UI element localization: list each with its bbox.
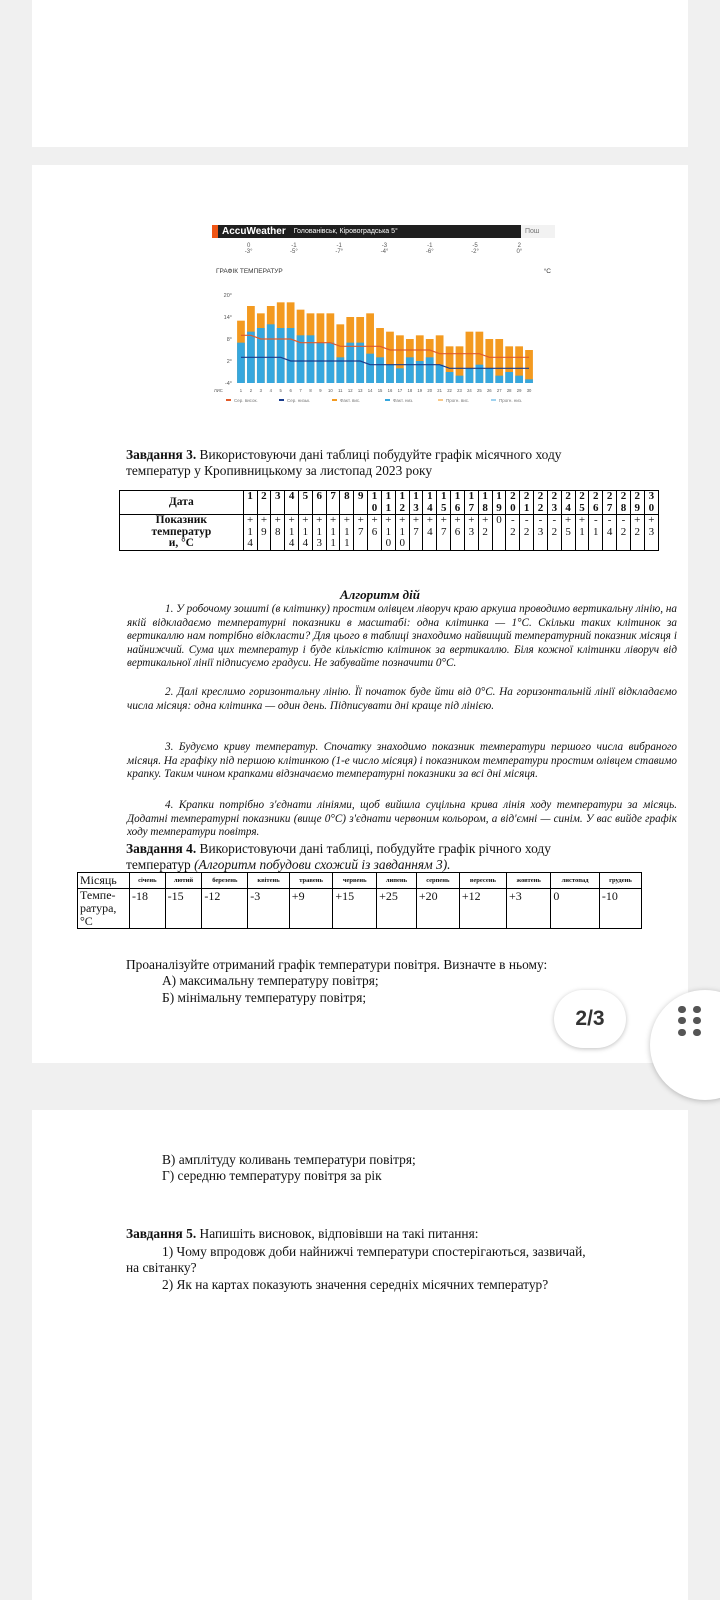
analyze-prompt: Проаналізуйте отриманий графік температури повітря. Визначте в ньому: xyxy=(126,957,548,972)
date-cell: 2 7 xyxy=(603,491,617,515)
question-c: В) амплітуду коливань температури повітря; xyxy=(162,1152,416,1167)
grid-dots-icon xyxy=(678,1006,702,1036)
x-tick-label: 27 xyxy=(496,388,502,393)
x-tick-label: 9 xyxy=(319,388,322,393)
date-cell: 2 9 xyxy=(630,491,644,515)
annual-temperature-cell: +25 xyxy=(377,889,417,929)
date-cell: 9 xyxy=(354,491,368,515)
task4-title-line2: температур (Алгоритм побудови схожий із завданням 3). xyxy=(126,857,451,872)
annual-temperature-cell: -3 xyxy=(248,889,290,929)
low-bar xyxy=(396,368,404,383)
daily-temp: -3 -4° xyxy=(380,243,389,255)
date-cell: 8 xyxy=(340,491,354,515)
temperature-cell: + 6 xyxy=(451,515,465,551)
temperature-cell: + 5 xyxy=(561,515,575,551)
temperature-cell: - 1 xyxy=(589,515,603,551)
month-cell: квітень xyxy=(248,873,290,889)
x-tick-label: 6 xyxy=(289,388,292,393)
month-row xyxy=(78,873,642,889)
y-tick-label: 2° xyxy=(226,359,232,365)
algorithm-step-3: 3. Будуємо криву температур. Спочатку знаходимо показник температури першого числа вибраного місяця. На графіку під першою клітинкою (1-е число місяця) і показником температури простим олівцем ставимо крапку. Таким чином крапками відзначаємо температурні показники за всі дні місяця. xyxy=(127,741,678,780)
x-tick-label: 18 xyxy=(407,388,413,393)
temperature-cell: + 3 xyxy=(644,515,658,551)
temperature-cell: + 9 xyxy=(257,515,271,551)
low-bar xyxy=(446,372,454,383)
annual-temperature-cell: -18 xyxy=(130,889,166,929)
temperature-cell: + 8 xyxy=(271,515,285,551)
temperature-row xyxy=(120,515,659,551)
legend-label: Факт. низ. xyxy=(393,398,414,403)
date-cell: 1 1 xyxy=(381,491,395,515)
question-b: Б) мінімальну температуру повітря; xyxy=(162,990,367,1005)
task5-title: Завдання 5. Напишіть висновок, відповівши на такі питання: xyxy=(126,1226,479,1241)
x-tick-label: 10 xyxy=(328,388,333,393)
x-tick-label: 20 xyxy=(427,388,433,393)
temperature-cell: + 1 0 xyxy=(381,515,395,551)
temperature-chart xyxy=(212,275,555,433)
date-cell: 1 9 xyxy=(492,491,506,515)
annual-temperature-cell: +12 xyxy=(459,889,506,929)
annual-temperature-table xyxy=(77,872,642,929)
x-tick-label: 3 xyxy=(259,388,263,393)
month-cell: вересень xyxy=(459,873,506,889)
legend-label: Факт. вис. xyxy=(340,398,361,403)
x-tick-label: 23 xyxy=(457,388,462,393)
low-bar xyxy=(495,376,503,383)
legend-swatch xyxy=(438,399,443,401)
legend-swatch xyxy=(279,399,284,401)
date-cell: 1 2 xyxy=(395,491,409,515)
legend-swatch xyxy=(226,399,231,401)
chart-unit: °C xyxy=(543,268,551,275)
temperature-cell: + 1 4 xyxy=(243,515,257,551)
date-cell: 1 5 xyxy=(437,491,451,515)
temperature-cell: - 2 xyxy=(520,515,534,551)
date-cell: 1 7 xyxy=(464,491,478,515)
question-a: А) максимальну температуру повітря; xyxy=(162,973,379,988)
algorithm-step-1: 1. У робочому зошиті (в клітинку) простим олівцем ліворуч краю аркуша проводимо вертикальну лінію, на якій відкладаємо температурні показники в масштабі: одна клітинка — 1°С. Скільки таких клітинок за вертикаллю нам потрібно відкласти? Для цього в таблиці знаходимо найвищий температурний показник місяця і найнижчий. Сума цих температур і буде кількістю клітинок за вертикаллю. Біля кожної клітинки ліворуч від вертикальної лінії підписуємо градуси. Не забувайте позначити 0°С. xyxy=(127,603,678,669)
month-cell: жовтень xyxy=(506,873,550,889)
y-tick-label: 20° xyxy=(223,293,232,299)
annual-temperature-row xyxy=(78,889,642,929)
temperature-cell: - 2 xyxy=(506,515,520,551)
annual-temperature-header: Темпе- ратура, °С xyxy=(78,889,130,929)
x-tick-label: 15 xyxy=(377,388,383,393)
low-bar xyxy=(326,343,334,383)
x-tick-label: 1 xyxy=(239,388,243,393)
document-page-2 xyxy=(32,165,688,1063)
y-tick-label: 14° xyxy=(223,315,232,321)
temperature-cell: + 4 xyxy=(423,515,437,551)
x-tick-label: 26 xyxy=(486,388,492,393)
annual-temperature-cell: +3 xyxy=(506,889,550,929)
x-tick-label: 17 xyxy=(397,388,403,393)
document-page-3 xyxy=(32,1110,688,1600)
date-cell: 7 xyxy=(326,491,340,515)
x-tick-label: 19 xyxy=(417,388,423,393)
task5-question-1b: на світанку? xyxy=(126,1260,197,1275)
date-cell: 3 0 xyxy=(644,491,658,515)
date-cell: 2 6 xyxy=(589,491,603,515)
accuweather-screenshot xyxy=(212,225,555,433)
date-header: Дата xyxy=(120,491,244,515)
date-cell: 2 xyxy=(257,491,271,515)
algorithm-step-2: 2. Далі креслимо горизонтальну лінію. Її початок буде йти від 0°С. На горизонтальній лінії відкладаємо числа місяця: одна клітинка — один день. Підписувати дні краще під лінією. xyxy=(127,686,677,712)
low-bar xyxy=(237,343,245,383)
x-tick-label: 13 xyxy=(357,388,363,393)
temperature-cell: - 2 xyxy=(617,515,631,551)
x-tick-label: 21 xyxy=(437,388,442,393)
temperature-cell: + 7 xyxy=(354,515,368,551)
date-cell: 1 4 xyxy=(423,491,437,515)
temperature-cell: + 7 xyxy=(409,515,423,551)
low-bar xyxy=(257,328,265,383)
temperature-cell: + 1 4 xyxy=(285,515,299,551)
legend-swatch xyxy=(385,399,390,401)
daily-temp: -1 -6° xyxy=(425,243,434,255)
x-tick-label: 11 xyxy=(338,388,343,393)
x-tick-label: 25 xyxy=(477,388,482,393)
temperature-cell: + 3 xyxy=(464,515,478,551)
temperature-cell: + 7 xyxy=(437,515,451,551)
legend-swatch xyxy=(491,399,496,401)
x-tick-label: 8 xyxy=(309,388,312,393)
date-cell: 2 0 xyxy=(506,491,520,515)
x-tick-label: 22 xyxy=(447,388,452,393)
document-page-1 xyxy=(32,0,688,147)
legend-label: Прогн. вис. xyxy=(446,398,470,403)
date-cell: 2 4 xyxy=(561,491,575,515)
page-indicator: 2/3 xyxy=(554,990,626,1048)
low-bar xyxy=(436,365,444,383)
low-bar xyxy=(287,328,295,383)
date-cell: 2 1 xyxy=(520,491,534,515)
annual-temperature-cell: -12 xyxy=(202,889,248,929)
low-bar xyxy=(525,379,533,383)
date-cell: 1 3 xyxy=(409,491,423,515)
task3-title-line2: температур у Кропивницькому за листопад 2023 року xyxy=(126,463,433,478)
month-cell: листопад xyxy=(551,873,599,889)
temperature-cell: + 1 4 xyxy=(299,515,313,551)
accuweather-daily-temps xyxy=(212,238,555,260)
accuweather-chart-header xyxy=(212,268,555,275)
date-cell: 1 6 xyxy=(451,491,465,515)
task5-question-2: 2) Як на картах показують значення середніх місячних температур? xyxy=(162,1277,549,1292)
x-tick-label: 30 xyxy=(526,388,532,393)
task3-title-line1: Завдання 3. Використовуючи дані таблиці побудуйте графік місячного ходу xyxy=(126,447,562,462)
month-header: Місяць xyxy=(78,873,130,889)
date-cell: 6 xyxy=(312,491,326,515)
low-bar xyxy=(346,343,354,383)
temperature-cell: 0 xyxy=(492,515,506,551)
legend-label: Сер. висок. xyxy=(234,398,258,403)
date-cell: 5 xyxy=(299,491,313,515)
daily-temp: -1 -5° xyxy=(290,243,298,255)
question-d: Г) середню температуру повітря за рік xyxy=(162,1168,382,1183)
low-bar xyxy=(406,357,414,383)
temperature-cell: + 2 xyxy=(478,515,492,551)
accuweather-logo-icon xyxy=(212,225,218,238)
chart-title: ГРАФІК ТЕМПЕРАТУР xyxy=(216,268,283,275)
x-tick-label: 16 xyxy=(387,388,393,393)
x-tick-label: 14 xyxy=(367,388,373,393)
x-tick-label: 5 xyxy=(279,388,282,393)
temperature-header: Показник температур и, °С xyxy=(120,515,244,551)
legend-swatch xyxy=(332,399,337,401)
y-tick-label: -4° xyxy=(224,381,232,387)
daily-temp: -1 -7° xyxy=(335,243,344,255)
date-row xyxy=(120,491,659,515)
y-tick-label: 8° xyxy=(226,337,232,343)
temperature-cell: + 1 0 xyxy=(395,515,409,551)
legend-label: Сер. низьк. xyxy=(287,398,311,403)
x-tick-label: 4 xyxy=(269,388,272,393)
daily-temp: -5 -2° xyxy=(471,243,479,255)
low-bar xyxy=(317,343,325,383)
month-cell: червень xyxy=(333,873,377,889)
annual-temperature-cell: 0 xyxy=(551,889,599,929)
month-cell: лютий xyxy=(165,873,202,889)
date-cell: 1 0 xyxy=(368,491,382,515)
x-tick-label: 12 xyxy=(347,388,353,393)
x-tick-label: 7 xyxy=(299,388,302,393)
annual-temperature-cell: -10 xyxy=(599,889,641,929)
date-cell: 2 3 xyxy=(547,491,561,515)
daily-temp: 0 -3° xyxy=(244,243,253,255)
x-month-label: ЛИС xyxy=(214,388,223,393)
x-tick-label: 24 xyxy=(467,388,472,393)
date-cell: 2 2 xyxy=(534,491,548,515)
low-bar xyxy=(386,365,394,383)
low-bar xyxy=(475,365,483,383)
low-bar xyxy=(456,376,464,383)
month-cell: липень xyxy=(377,873,417,889)
accuweather-search: Пош xyxy=(521,225,555,238)
low-bar xyxy=(277,328,285,383)
accuweather-brand: AccuWeather xyxy=(222,226,286,237)
date-cell: 3 xyxy=(271,491,285,515)
accuweather-header xyxy=(212,225,555,238)
low-bar xyxy=(356,343,364,383)
daily-temp: 2 0° xyxy=(516,243,523,255)
temperature-cell: + 2 xyxy=(630,515,644,551)
temperature-cell: - 2 xyxy=(547,515,561,551)
accuweather-location: Голованівськ, Кіровоградська 5° xyxy=(293,228,398,235)
annual-temperature-cell: +20 xyxy=(416,889,459,929)
algorithm-title: Алгоритм дій xyxy=(340,587,420,602)
temperature-cell: + 1 xyxy=(575,515,589,551)
low-bar xyxy=(267,324,275,383)
annual-temperature-cell: +15 xyxy=(333,889,377,929)
month-cell: березень xyxy=(202,873,248,889)
month-cell: січень xyxy=(130,873,166,889)
low-bar xyxy=(515,376,523,383)
date-cell: 1 xyxy=(243,491,257,515)
low-bar xyxy=(376,357,384,383)
month-cell: травень xyxy=(289,873,333,889)
temperature-cell: - 3 xyxy=(534,515,548,551)
low-bar xyxy=(366,354,374,383)
legend-label: Прогн. низ. xyxy=(499,398,523,403)
date-cell: 4 xyxy=(285,491,299,515)
low-bar xyxy=(466,368,474,383)
task5-question-1a: 1) Чому впродовж доби найнижчі температури спостерігаються, зазвичай, xyxy=(162,1244,586,1259)
temperature-cell: - 4 xyxy=(603,515,617,551)
temperature-cell: + 1 1 xyxy=(326,515,340,551)
date-cell: 2 8 xyxy=(617,491,631,515)
date-cell: 1 8 xyxy=(478,491,492,515)
task4-title-line1: Завдання 4. Використовуючи дані таблиці, побудуйте графік річного ходу xyxy=(126,841,551,856)
x-tick-label: 2 xyxy=(249,388,253,393)
x-tick-label: 29 xyxy=(516,388,522,393)
date-cell: 2 5 xyxy=(575,491,589,515)
algorithm-step-4: 4. Крапки потрібно з'єднати лініями, щоб вийшла суцільна крива лінія ходу температури за місяць. Додатні температурні показники (вище 0°С) з'єднати червоним кольором, а від'ємні — синім. У вас вийде графік ходу температури повітря. xyxy=(127,799,678,838)
low-bar xyxy=(426,357,434,383)
annual-temperature-cell: -15 xyxy=(165,889,202,929)
temperature-cell: + 1 1 xyxy=(340,515,354,551)
month-cell: серпень xyxy=(416,873,459,889)
month-cell: грудень xyxy=(599,873,641,889)
november-temperature-table xyxy=(119,490,659,551)
annual-temperature-cell: +9 xyxy=(289,889,333,929)
x-tick-label: 28 xyxy=(506,388,512,393)
temperature-cell: + 1 3 xyxy=(312,515,326,551)
high-bar xyxy=(525,350,533,383)
low-bar xyxy=(485,368,493,383)
low-bar xyxy=(505,372,513,383)
temperature-cell: + 6 xyxy=(368,515,382,551)
